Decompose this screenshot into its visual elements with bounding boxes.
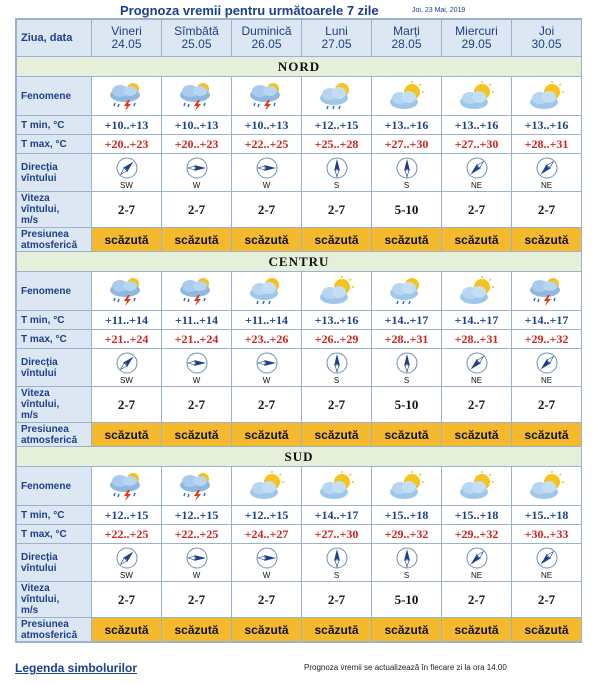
wind-arrow-icon — [325, 546, 349, 570]
day-header-1 — [162, 20, 232, 57]
tmax-value: +28..+31 — [442, 330, 512, 349]
day-name: Marți — [393, 24, 420, 38]
tmax-value: +23..+26 — [232, 330, 302, 349]
wind-direction-value: NE — [540, 180, 553, 190]
label-line: Viteza — [21, 583, 50, 594]
wind-arrow-icon — [255, 156, 279, 180]
wind-direction-cell — [162, 544, 232, 582]
day-name: Luni — [325, 24, 348, 38]
tmin-label: T min, °C — [17, 311, 92, 330]
weather-cell — [92, 77, 162, 116]
day-name: Duminică — [241, 24, 292, 38]
wind-direction-value: NE — [540, 375, 553, 385]
wind-direction-cell — [92, 349, 162, 387]
tmax-value: +21..+24 — [162, 330, 232, 349]
wind-direction-cell — [92, 544, 162, 582]
wind-arrow-icon — [395, 351, 419, 375]
tmax-row — [17, 525, 582, 544]
label-line: vîntului, — [21, 204, 60, 215]
phenomena-label: Fenomene — [17, 467, 92, 506]
pressure-value: scăzută — [442, 228, 512, 252]
wind-direction-value: SW — [120, 570, 133, 580]
tmin-value: +15..+18 — [372, 506, 442, 525]
wind-arrow-icon — [185, 546, 209, 570]
region-name: CENTRU — [17, 252, 582, 272]
day-date: 30.05 — [531, 37, 562, 51]
label-line: Presiunea — [21, 228, 69, 240]
wind-direction-cell — [162, 154, 232, 192]
tmin-value: +13..+16 — [512, 116, 582, 135]
weather-cell — [442, 272, 512, 311]
storm-rain-icon — [92, 276, 161, 306]
forecast-date: Joi, 23 Mai, 2019 — [412, 7, 466, 14]
wind-direction-cell — [302, 349, 372, 387]
label-line: vîntului, — [21, 594, 60, 605]
wind-speed-value: 5-10 — [372, 387, 442, 423]
wind-speed-value: 2-7 — [92, 582, 162, 618]
pressure-value: scăzută — [302, 423, 372, 447]
wind-speed-value: 2-7 — [302, 582, 372, 618]
sun-cloud-rain-icon — [232, 276, 301, 306]
wind-speed-value: 2-7 — [442, 387, 512, 423]
wind-arrow-icon — [255, 351, 279, 375]
wind-direction-cell — [302, 544, 372, 582]
phenomena-row — [17, 77, 582, 116]
label-line: Direcția — [21, 161, 58, 173]
pressure-value: scăzută — [162, 423, 232, 447]
pressure-value: scăzută — [442, 618, 512, 642]
pressure-row — [17, 423, 582, 447]
region-name: NORD — [17, 57, 582, 77]
label-line: atmosferică — [21, 239, 78, 251]
wind-arrow-icon — [535, 156, 559, 180]
wind-speed-row — [17, 582, 582, 618]
tmax-value: +28..+31 — [512, 135, 582, 154]
day-date: 27.05 — [321, 37, 352, 51]
pressure-value: scăzută — [92, 618, 162, 642]
wind-direction-value: SW — [120, 375, 133, 385]
pressure-value: scăzută — [372, 228, 442, 252]
wind-direction-label — [17, 544, 92, 582]
day-header-5 — [442, 20, 512, 57]
pressure-value: scăzută — [162, 618, 232, 642]
weather-cell — [92, 272, 162, 311]
tmax-value: +22..+25 — [162, 525, 232, 544]
weather-cell — [232, 467, 302, 506]
day-header-2 — [232, 20, 302, 57]
weather-cell — [512, 272, 582, 311]
day-date: 24.05 — [111, 37, 142, 51]
label-line: Presiunea — [21, 618, 69, 630]
storm-rain-icon — [162, 81, 231, 111]
sun-cloud-icon — [372, 471, 441, 501]
weather-cell — [232, 77, 302, 116]
wind-speed-row — [17, 387, 582, 423]
wind-arrow-icon — [185, 351, 209, 375]
tmax-value: +29..+32 — [372, 525, 442, 544]
sun-cloud-icon — [442, 81, 511, 111]
phenomena-row — [17, 467, 582, 506]
wind-arrow-icon — [325, 351, 349, 375]
tmax-value: +27..+30 — [302, 525, 372, 544]
wind-direction-value: S — [333, 570, 340, 580]
wind-direction-label — [17, 349, 92, 387]
pressure-value: scăzută — [92, 228, 162, 252]
label-line: vîntului — [21, 172, 57, 184]
tmax-value: +24..+27 — [232, 525, 302, 544]
wind-direction-row — [17, 349, 582, 387]
forecast-table — [16, 19, 582, 642]
wind-direction-cell — [302, 154, 372, 192]
tmin-label: T min, °C — [17, 506, 92, 525]
tmin-value: +10..+13 — [92, 116, 162, 135]
pressure-value: scăzută — [442, 423, 512, 447]
day-header-6 — [512, 20, 582, 57]
tmin-row — [17, 506, 582, 525]
storm-rain-icon — [232, 81, 301, 111]
sun-cloud-icon — [442, 276, 511, 306]
wind-speed-value: 2-7 — [232, 192, 302, 228]
tmax-label: T max, °C — [17, 525, 92, 544]
wind-direction-value: NE — [470, 375, 483, 385]
wind-direction-row — [17, 544, 582, 582]
pressure-value: scăzută — [512, 618, 582, 642]
tmin-value: +14..+17 — [512, 311, 582, 330]
tmin-value: +15..+18 — [442, 506, 512, 525]
sun-cloud-icon — [302, 276, 371, 306]
tmin-row — [17, 116, 582, 135]
tmax-value: +20..+23 — [92, 135, 162, 154]
wind-direction-value: S — [333, 375, 340, 385]
tmax-value: +30..+33 — [512, 525, 582, 544]
label-line: m/s — [21, 215, 39, 226]
wind-arrow-icon — [535, 546, 559, 570]
wind-speed-value: 2-7 — [92, 192, 162, 228]
tmax-value: +29..+32 — [512, 330, 582, 349]
pressure-label — [17, 423, 92, 447]
pressure-value: scăzută — [232, 228, 302, 252]
wind-direction-value: S — [403, 570, 410, 580]
pressure-value: scăzută — [92, 423, 162, 447]
tmax-value: +22..+25 — [92, 525, 162, 544]
wind-direction-cell — [232, 544, 302, 582]
wind-speed-value: 2-7 — [302, 192, 372, 228]
tmin-value: +14..+17 — [302, 506, 372, 525]
pressure-value: scăzută — [302, 228, 372, 252]
region-name: SUD — [17, 447, 582, 467]
wind-speed-value: 2-7 — [162, 582, 232, 618]
wind-arrow-icon — [115, 546, 139, 570]
tmin-value: +12..+15 — [232, 506, 302, 525]
sun-cloud-rain-icon — [302, 81, 371, 111]
tmax-value: +21..+24 — [92, 330, 162, 349]
label-line: atmosferică — [21, 434, 78, 446]
wind-arrow-icon — [115, 351, 139, 375]
wind-speed-value: 2-7 — [162, 192, 232, 228]
wind-direction-value: SW — [120, 180, 133, 190]
wind-speed-value: 2-7 — [442, 192, 512, 228]
wind-direction-row — [17, 154, 582, 192]
wind-speed-label — [17, 192, 92, 228]
weather-cell — [302, 467, 372, 506]
wind-speed-value: 2-7 — [232, 582, 302, 618]
pressure-label — [17, 228, 92, 252]
tmin-value: +15..+18 — [512, 506, 582, 525]
wind-direction-cell — [232, 154, 302, 192]
tmax-label: T max, °C — [17, 135, 92, 154]
tmin-value: +14..+17 — [372, 311, 442, 330]
tmin-value: +13..+16 — [442, 116, 512, 135]
region-row — [17, 57, 582, 77]
pressure-value: scăzută — [512, 423, 582, 447]
wind-direction-cell — [92, 154, 162, 192]
weather-cell — [92, 467, 162, 506]
wind-direction-cell — [372, 544, 442, 582]
weather-cell — [372, 77, 442, 116]
pressure-value: scăzută — [162, 228, 232, 252]
label-line: vîntului — [21, 562, 57, 574]
tmin-value: +13..+16 — [372, 116, 442, 135]
weather-cell — [232, 272, 302, 311]
wind-direction-value: W — [192, 375, 201, 385]
label-line: m/s — [21, 605, 39, 616]
day-date: 28.05 — [391, 37, 422, 51]
legend-link[interactable]: Legenda simbolurilor — [15, 661, 138, 675]
wind-direction-cell — [162, 349, 232, 387]
day-name: Miercuri — [455, 24, 498, 38]
phenomena-label: Fenomene — [17, 272, 92, 311]
sun-cloud-icon — [442, 471, 511, 501]
wind-direction-cell — [512, 154, 582, 192]
tmin-value: +12..+15 — [302, 116, 372, 135]
weather-cell — [372, 467, 442, 506]
label-line: Direcția — [21, 551, 58, 563]
tmin-value: +11..+14 — [162, 311, 232, 330]
label-line: Viteza — [21, 193, 50, 204]
wind-arrow-icon — [185, 156, 209, 180]
wind-speed-label — [17, 387, 92, 423]
wind-speed-value: 2-7 — [92, 387, 162, 423]
tmax-value: +27..+30 — [372, 135, 442, 154]
storm-rain-icon — [92, 81, 161, 111]
tmax-value: +27..+30 — [442, 135, 512, 154]
tmin-value: +12..+15 — [92, 506, 162, 525]
wind-arrow-icon — [465, 156, 489, 180]
pressure-value: scăzută — [232, 423, 302, 447]
pressure-value: scăzută — [372, 618, 442, 642]
wind-speed-value: 2-7 — [232, 387, 302, 423]
wind-speed-value: 2-7 — [512, 387, 582, 423]
day-header-3 — [302, 20, 372, 57]
wind-speed-value: 2-7 — [162, 387, 232, 423]
wind-speed-value: 2-7 — [442, 582, 512, 618]
weather-cell — [162, 272, 232, 311]
tmin-value: +14..+17 — [442, 311, 512, 330]
weather-cell — [512, 467, 582, 506]
wind-arrow-icon — [255, 546, 279, 570]
weather-cell — [162, 467, 232, 506]
weather-cell — [302, 272, 372, 311]
weather-cell — [442, 467, 512, 506]
wind-speed-value: 2-7 — [302, 387, 372, 423]
wind-direction-value: NE — [470, 570, 483, 580]
wind-direction-value: S — [333, 180, 340, 190]
wind-direction-label — [17, 154, 92, 192]
tmin-label: T min, °C — [17, 116, 92, 135]
wind-arrow-icon — [325, 156, 349, 180]
day-date: 29.05 — [461, 37, 492, 51]
tmax-label: T max, °C — [17, 330, 92, 349]
label-line: Direcția — [21, 356, 58, 368]
weather-cell — [442, 77, 512, 116]
pressure-value: scăzută — [232, 618, 302, 642]
forecast-title-bar — [0, 2, 600, 18]
weather-cell — [302, 77, 372, 116]
pressure-row — [17, 228, 582, 252]
region-row — [17, 447, 582, 467]
wind-direction-value: W — [262, 570, 271, 580]
tmax-value: +22..+25 — [232, 135, 302, 154]
tmin-value: +12..+15 — [162, 506, 232, 525]
wind-direction-value: S — [403, 375, 410, 385]
wind-speed-value: 5-10 — [372, 192, 442, 228]
wind-arrow-icon — [535, 351, 559, 375]
tmin-value: +13..+16 — [302, 311, 372, 330]
tmin-row — [17, 311, 582, 330]
label-line: vîntului, — [21, 399, 60, 410]
tmax-value: +28..+31 — [372, 330, 442, 349]
tmin-value: +11..+14 — [92, 311, 162, 330]
tmax-row — [17, 135, 582, 154]
sun-cloud-icon — [232, 471, 301, 501]
tmax-value: +26..+29 — [302, 330, 372, 349]
storm-rain-icon — [162, 471, 231, 501]
label-line: atmosferică — [21, 629, 78, 641]
tmax-value: +25..+28 — [302, 135, 372, 154]
wind-direction-value: W — [192, 180, 201, 190]
tmax-value: +20..+23 — [162, 135, 232, 154]
wind-speed-row — [17, 192, 582, 228]
wind-speed-value: 5-10 — [372, 582, 442, 618]
tmax-value: +29..+32 — [442, 525, 512, 544]
day-name: Joi — [538, 24, 555, 38]
day-date: 26.05 — [251, 37, 282, 51]
wind-direction-value: NE — [540, 570, 553, 580]
wind-direction-cell — [512, 349, 582, 387]
sun-cloud-icon — [372, 81, 441, 111]
day-date-label: Ziua, data — [17, 20, 92, 57]
tmin-value: +10..+13 — [232, 116, 302, 135]
wind-direction-cell — [512, 544, 582, 582]
tmax-row — [17, 330, 582, 349]
pressure-value: scăzută — [302, 618, 372, 642]
day-header-0 — [92, 20, 162, 57]
region-row — [17, 252, 582, 272]
wind-arrow-icon — [395, 546, 419, 570]
wind-direction-cell — [372, 349, 442, 387]
wind-arrow-icon — [465, 351, 489, 375]
wind-direction-value: W — [192, 570, 201, 580]
weather-cell — [512, 77, 582, 116]
wind-direction-value: S — [403, 180, 410, 190]
day-name: Sîmbătă — [174, 24, 219, 38]
wind-direction-cell — [372, 154, 442, 192]
sun-cloud-rain-icon — [372, 276, 441, 306]
header-row — [17, 20, 582, 57]
label-line: vîntului — [21, 367, 57, 379]
wind-arrow-icon — [115, 156, 139, 180]
pressure-value: scăzută — [372, 423, 442, 447]
forecast-title: Prognoza vremii pentru următoarele 7 zile — [120, 3, 379, 18]
pressure-row — [17, 618, 582, 642]
label-line: m/s — [21, 410, 39, 421]
wind-direction-cell — [442, 349, 512, 387]
weather-cell — [162, 77, 232, 116]
phenomena-row — [17, 272, 582, 311]
wind-direction-cell — [442, 544, 512, 582]
tmin-value: +11..+14 — [232, 311, 302, 330]
wind-direction-value: W — [262, 180, 271, 190]
wind-direction-cell — [442, 154, 512, 192]
wind-arrow-icon — [395, 156, 419, 180]
storm-rain-icon — [92, 471, 161, 501]
day-header-4 — [372, 20, 442, 57]
label-line: Presiunea — [21, 423, 69, 435]
sun-cloud-icon — [512, 81, 581, 111]
wind-speed-label — [17, 582, 92, 618]
wind-direction-value: W — [262, 375, 271, 385]
day-name: Vineri — [111, 24, 142, 38]
wind-arrow-icon — [465, 546, 489, 570]
storm-rain-icon — [162, 276, 231, 306]
wind-direction-value: NE — [470, 180, 483, 190]
forecast-table-wrapper — [15, 18, 582, 643]
wind-speed-value: 2-7 — [512, 192, 582, 228]
pressure-value: scăzută — [512, 228, 582, 252]
sun-cloud-icon — [302, 471, 371, 501]
update-note: Prognoza vremii se actualizează în fiecare zi la ora 14.00 — [304, 663, 507, 672]
wind-direction-cell — [232, 349, 302, 387]
phenomena-label: Fenomene — [17, 77, 92, 116]
sun-cloud-icon — [512, 471, 581, 501]
tmin-value: +10..+13 — [162, 116, 232, 135]
day-date: 25.05 — [181, 37, 212, 51]
storm-rain-icon — [512, 276, 581, 306]
pressure-label — [17, 618, 92, 642]
wind-speed-value: 2-7 — [512, 582, 582, 618]
weather-cell — [372, 272, 442, 311]
label-line: Viteza — [21, 388, 50, 399]
